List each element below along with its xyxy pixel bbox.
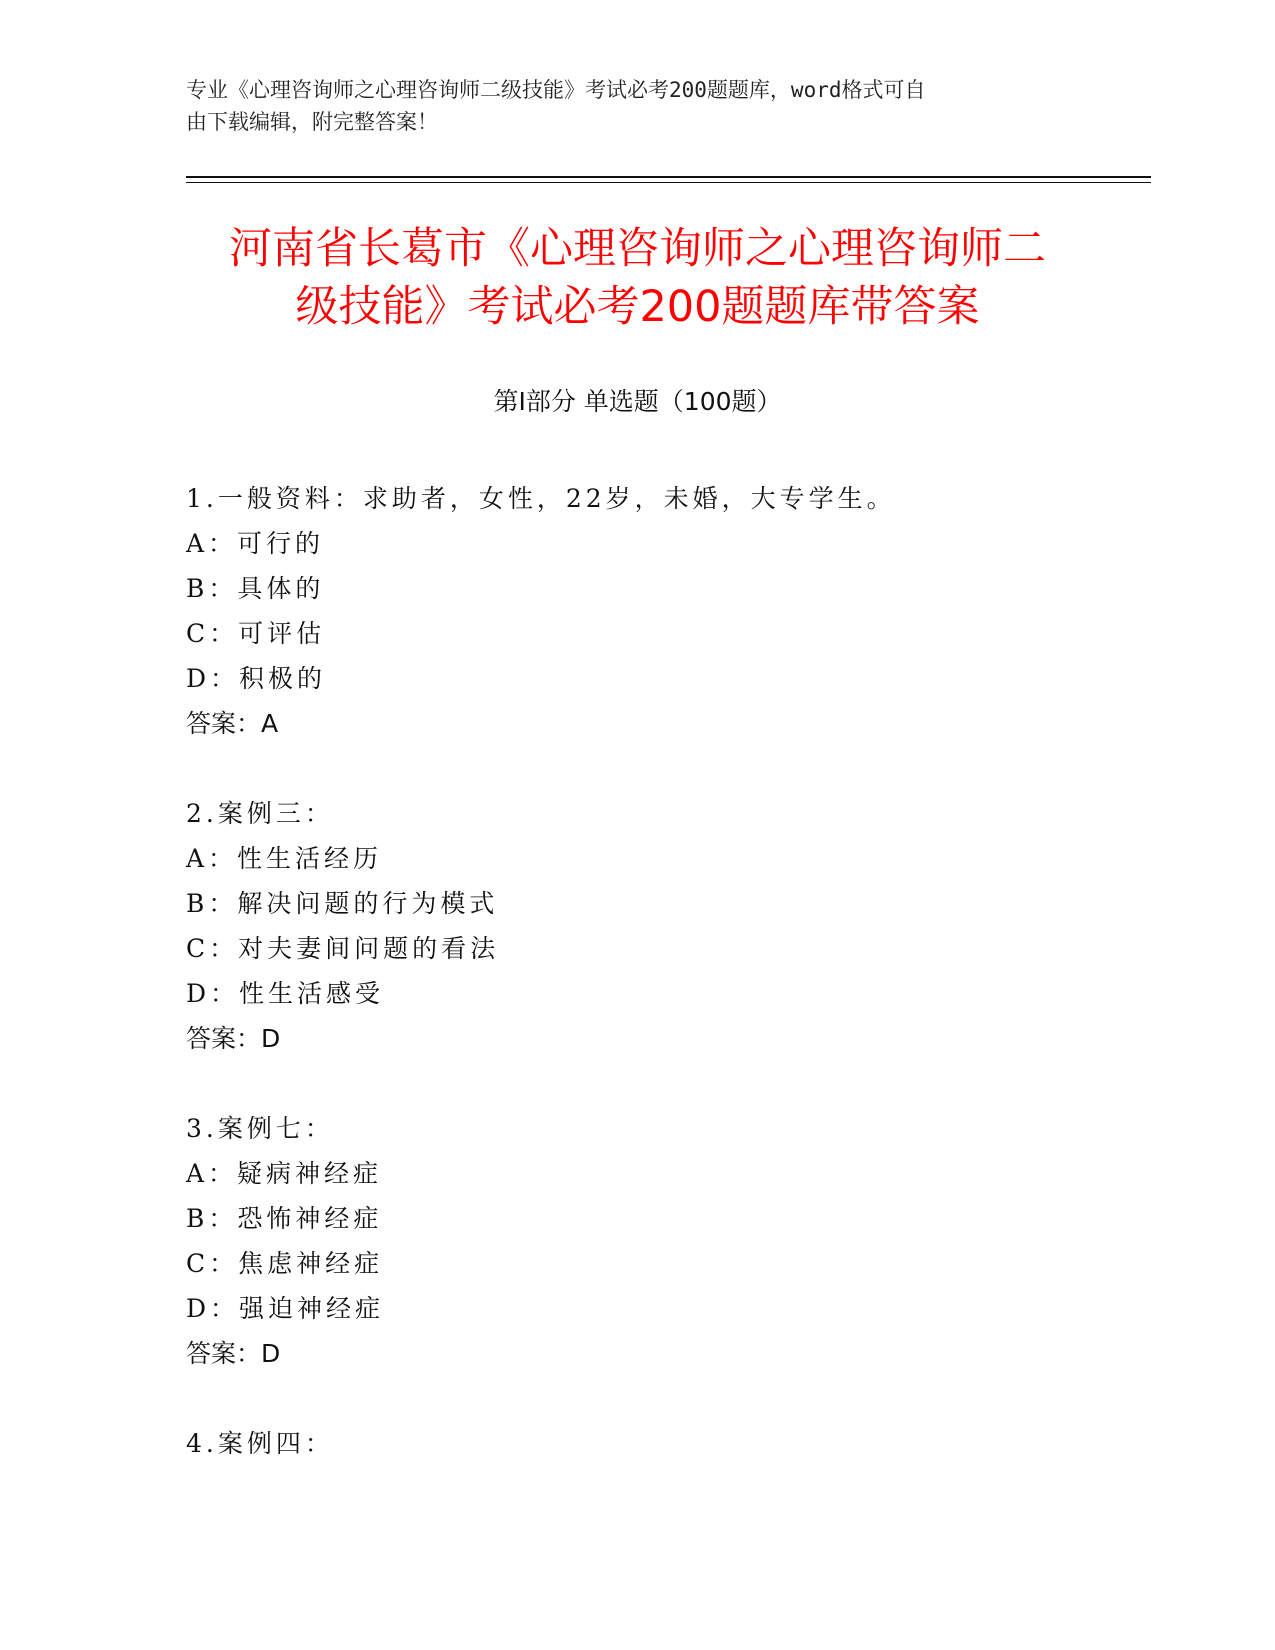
- option-b: B：解决问题的行为模式: [186, 889, 499, 918]
- header-note-line-2: 由下载编辑，附完整答案！: [186, 110, 438, 134]
- answer-key: 答案：D: [186, 1024, 281, 1053]
- option-d: D：性生活感受: [186, 979, 385, 1008]
- header-note: [186, 74, 1066, 138]
- option-d: D：强迫神经症: [186, 1294, 385, 1323]
- option-c: C：焦虑神经症: [186, 1249, 384, 1278]
- question-stem: 4.案例四：: [186, 1429, 334, 1458]
- question-list: [186, 476, 1136, 1511]
- question-stem: 2.案例三：: [186, 799, 334, 828]
- question-4: [186, 1421, 1136, 1466]
- question-1: [186, 476, 1136, 746]
- document-title-line-1: 河南省长葛市《心理咨询师之心理咨询师二: [229, 224, 1046, 274]
- answer-key: 答案：D: [186, 1339, 281, 1368]
- section-heading: 第Ⅰ部分 单选题（100题）: [493, 387, 782, 416]
- question-2: [186, 791, 1136, 1061]
- option-d: D：积极的: [186, 664, 327, 693]
- answer-key: 答案：A: [186, 709, 279, 738]
- option-c: C：对夫妻间问题的看法: [186, 934, 500, 963]
- question-stem: 1.一般资料：求助者，女性，22岁，未婚，大专学生。: [186, 484, 896, 513]
- option-b: B：具体的: [186, 574, 325, 603]
- question-3: [186, 1106, 1136, 1376]
- option-a: A：疑病神经症: [186, 1159, 383, 1188]
- header-divider-thin: [186, 182, 1151, 183]
- header-note-line-1: 专业《心理咨询师之心理咨询师二级技能》考试必考200题题库，word格式可自: [186, 78, 926, 102]
- option-a: A：性生活经历: [186, 844, 383, 873]
- option-b: B：恐怖神经症: [186, 1204, 383, 1233]
- document-title-line-2: 级技能》考试必考200题题库带答案: [295, 282, 980, 332]
- question-stem: 3.案例七：: [186, 1114, 334, 1143]
- header-divider-thick: [186, 176, 1151, 178]
- option-c: C：可评估: [186, 619, 326, 648]
- document-title: [150, 220, 1125, 336]
- option-a: A：可行的: [186, 529, 325, 558]
